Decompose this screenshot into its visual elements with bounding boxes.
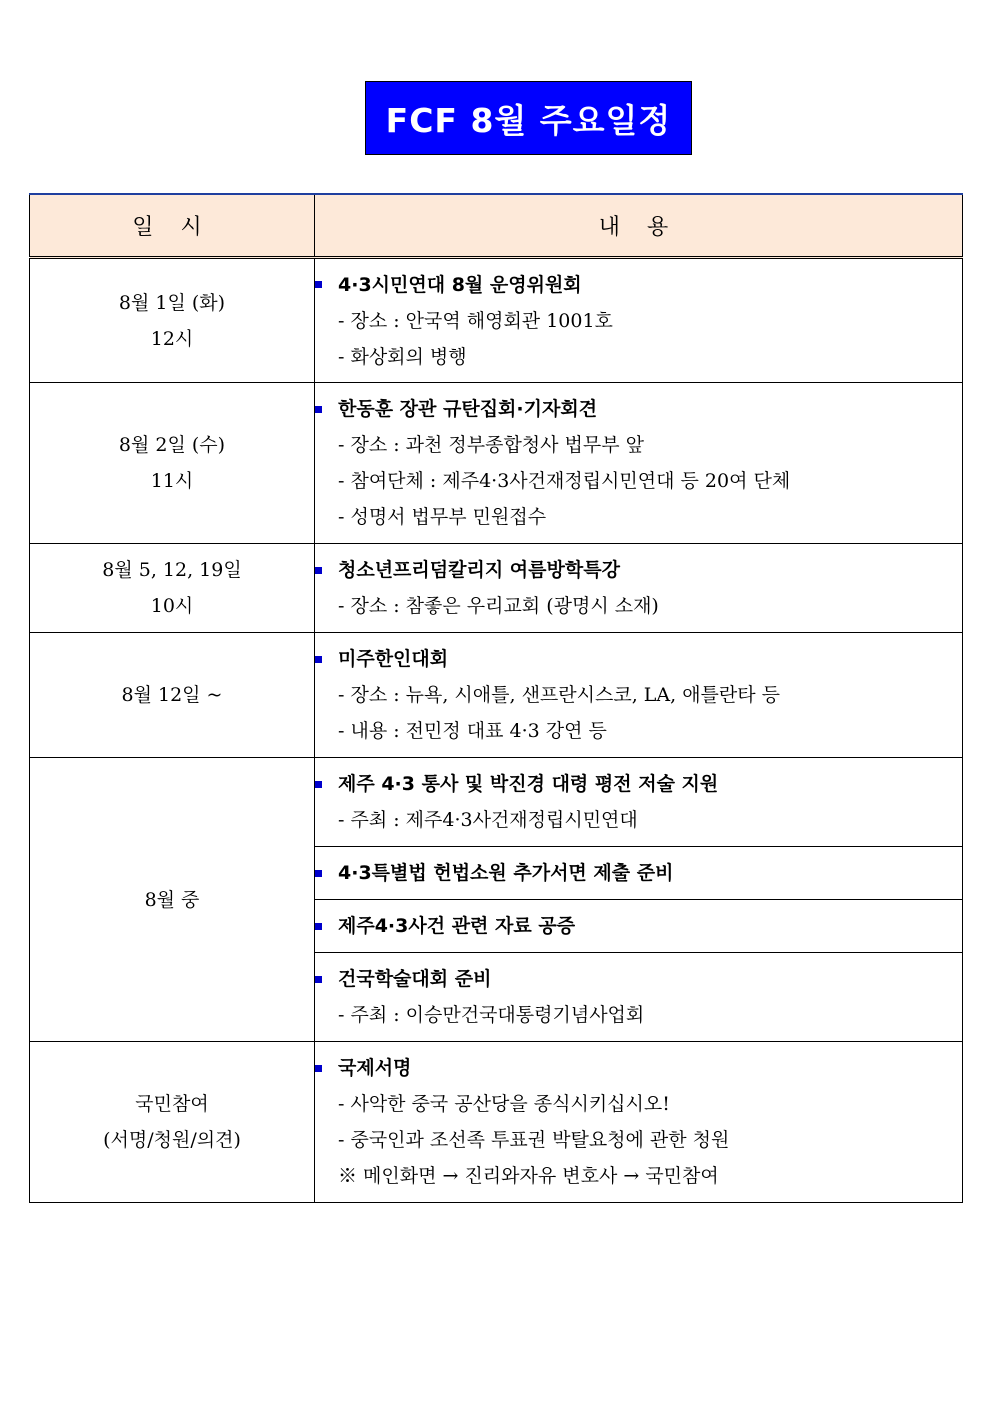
date-cell [30,383,315,544]
date-line: 국민참여 [135,1093,209,1115]
item-detail: - 성명서 법무부 민원접수 [338,506,547,528]
square-bullet-icon [315,567,322,574]
item-title: 건국학술대회 준비 [315,961,962,997]
item-title: 한동훈 장관 규탄집회·기자회견 [315,391,962,427]
item-detail: - 장소 : 안국역 해영회관 1001호 [338,309,613,332]
date-cell [30,544,315,633]
table-header-row [30,194,963,258]
item-detail: - 참여단체 : 제주4·3사건재정립시민연대 등 20여 단체 [338,470,791,492]
item-title: 청소년프리덤칼리지 여름방학특강 [315,552,962,588]
item-title: 제주 4·3 통사 및 박진경 대령 평전 저술 지원 [315,766,962,802]
square-bullet-icon [315,923,322,930]
date-line: 8월 5, 12, 19일 [102,559,242,581]
schedule-table [29,193,963,1203]
date-line: 8월 12일 ~ [121,684,223,706]
item-detail: - 주최 : 제주4·3사건재정립시민연대 [338,809,638,831]
table-row [30,383,963,544]
time-line: 10시 [150,595,194,617]
content-cell [315,847,963,900]
square-bullet-icon [315,976,322,983]
square-bullet-icon [315,1065,322,1072]
content-cell [315,383,963,544]
table-row [30,544,963,633]
item-title: 4·3시민연대 8월 운영위원회 [315,267,962,303]
item-title: 4·3특별법 헌법소원 추가서면 제출 준비 [315,855,962,891]
content-cell [315,544,963,633]
item-title: 제주4·3사건 관련 자료 공증 [315,908,962,944]
item-detail: - 내용 : 전민정 대표 4·3 강연 등 [338,720,607,742]
date-line: 8월 1일 (화) [118,291,226,314]
table-row [30,758,963,847]
page-title: FCF 8월 주요일정 [365,81,692,155]
date-cell [30,258,315,383]
content-cell [315,258,963,383]
square-bullet-icon [315,870,322,877]
header-date: 일 시 [30,194,315,258]
content-cell [315,758,963,847]
content-cell [315,900,963,953]
table-row [30,633,963,758]
content-cell [315,633,963,758]
item-detail: - 장소 : 과천 정부종합청사 법무부 앞 [338,434,645,456]
item-detail: - 화상회의 병행 [338,345,467,368]
item-title: 국제서명 [315,1050,962,1086]
table-row [30,258,963,383]
item-detail: - 장소 : 참좋은 우리교회 (광명시 소재) [338,595,659,617]
item-detail: ※ 메인화면 → 진리와자유 변호사 → 국민참여 [338,1165,719,1187]
square-bullet-icon [315,656,322,663]
time-line: 12시 [150,327,194,350]
item-title: 미주한인대회 [315,641,962,677]
item-detail: - 주최 : 이승만건국대통령기념사업회 [338,1004,645,1026]
date-line-2: (서명/청원/의견) [103,1129,241,1151]
square-bullet-icon [315,781,322,788]
item-detail: - 사악한 중국 공산당을 종식시키십시오! [338,1093,670,1115]
date-cell [30,633,315,758]
date-line: 8월 중 [144,888,200,911]
square-bullet-icon [315,406,322,413]
date-line: 8월 2일 (수) [118,434,226,456]
item-detail: - 중국인과 조선족 투표권 박탈요청에 관한 청원 [338,1129,730,1151]
content-cell [315,953,963,1042]
table-row [30,1042,963,1203]
date-cell [30,1042,315,1203]
header-content: 내 용 [315,194,963,258]
date-cell [30,758,315,1042]
item-detail: - 장소 : 뉴욕, 시애틀, 샌프란시스코, LA, 애틀란타 등 [338,684,781,706]
time-line: 11시 [150,470,194,492]
content-cell [315,1042,963,1203]
square-bullet-icon [315,281,322,288]
